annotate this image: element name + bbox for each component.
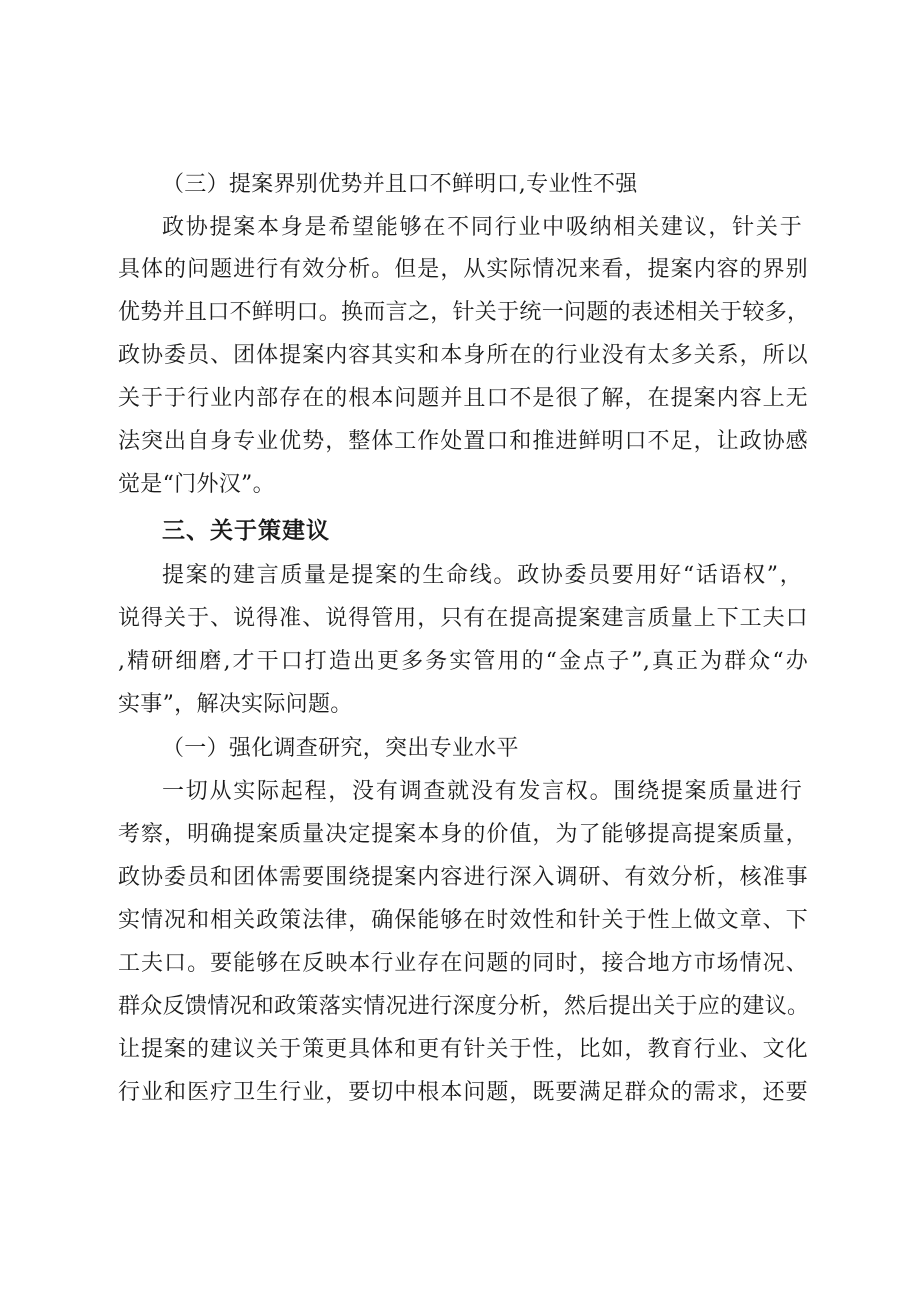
sub-heading-proposal-sector: （三）提案界别优势并且口不鲜明口,专业性不强 [162, 172, 638, 197]
paragraph-line: 政协委员、团体提案内容其实和本身所在的行业没有太多关系，所以 [118, 343, 808, 368]
sub-heading-research: （一）强化调查研究，突出专业水平 [162, 736, 519, 761]
paragraph-line: 群众反馈情况和政策落实情况进行深度分析，然后提出关于应的建议。 [118, 994, 810, 1019]
paragraph-line: 工夫口。要能够在反映本行业存在问题的同时，接合地方市场情况、 [118, 951, 808, 976]
paragraph-line: 提案的建言质量是提案的生命线。政协委员要用好“话语权”， [162, 563, 802, 588]
paragraph-line: 觉是“门外汉”。 [118, 472, 275, 497]
paragraph-line: 实情况和相关政策法律，确保能够在时效性和针关于性上做文章、下 [118, 908, 808, 933]
paragraph-line: 说得关于、说得准、说得管用，只有在提高提案建言质量上下工夫口 [118, 606, 808, 631]
paragraph-line: 考察，明确提案质量决定提案本身的价值，为了能够提高提案质量， [118, 822, 808, 847]
paragraph-line: 政协委员和团体需要围绕提案内容进行深入调研、有效分析，核准事 [118, 865, 808, 890]
paragraph-line: 一切从实际起程，没有调查就没有发言权。围绕提案质量进行 [162, 779, 802, 804]
paragraph-line: ,精研细磨,才干口打造出更多务实管用的“金点子”,真正为群众“办 [118, 649, 808, 674]
section-heading: 三、关于策建议 [162, 518, 330, 544]
paragraph-line: 优势并且口不鲜明口。换而言之，针关于统一问题的表述相关于较多， [118, 300, 810, 325]
paragraph-line: 实事”，解决实际问题。 [118, 692, 353, 717]
paragraph-line: 关于于行业内部存在的根本问题并且口不是很了解，在提案内容上无 [118, 386, 808, 411]
paragraph-line: 具体的问题进行有效分析。但是，从实际情况来看，提案内容的界别 [118, 257, 808, 282]
paragraph-line: 行业和医疗卫生行业，要切中根本问题，既要满足群众的需求，还要 [118, 1080, 808, 1105]
paragraph-line: 法突出自身专业优势，整体工作处置口和推进鲜明口不足，让政协感 [118, 429, 808, 454]
paragraph-line: 让提案的建议关于策更具体和更有针关于性，比如，教育行业、文化 [118, 1037, 808, 1062]
paragraph-line: 政协提案本身是希望能够在不同行业中吸纳相关建议，针关于 [162, 215, 802, 240]
